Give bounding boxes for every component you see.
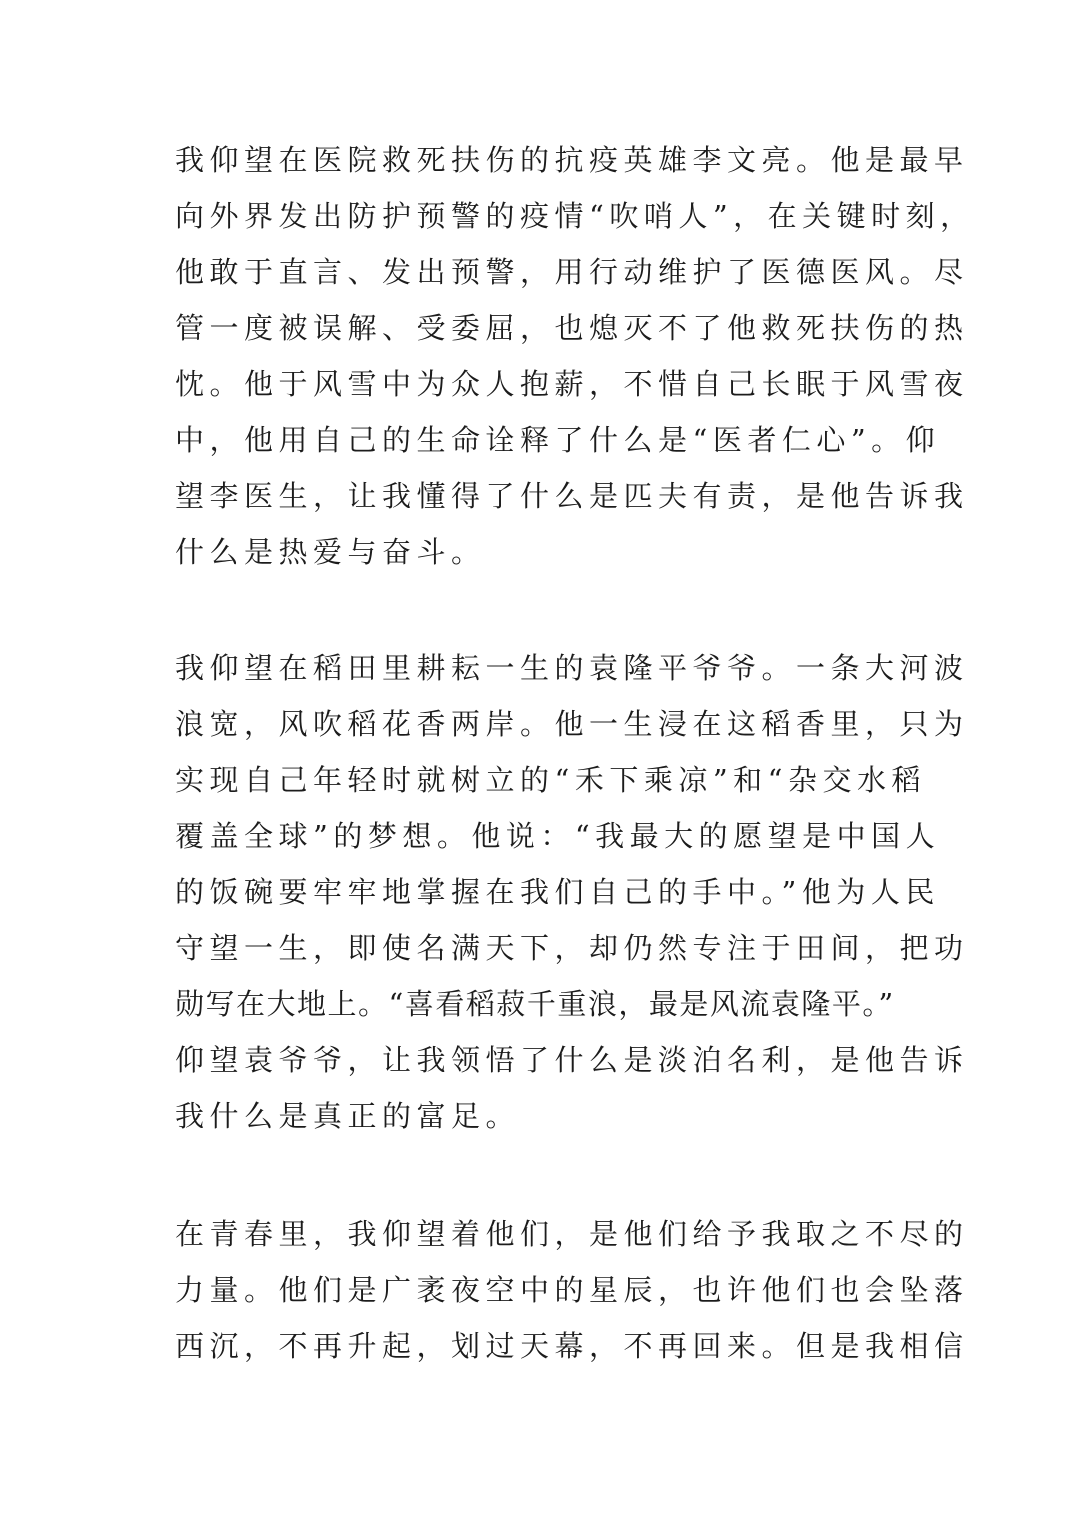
text-line: 我什么是真正的富足。	[175, 1099, 521, 1133]
text-line: 忱。他于风雪中为众人抱薪，不惜自己长眠于风雪夜	[175, 367, 969, 401]
text-line: 力量。他们是广袤夜空中的星辰，也许他们也会坠落	[175, 1273, 969, 1307]
text-line: 西沉，不再升起，划过天幕，不再回来。但是我相信	[175, 1329, 969, 1363]
text-line: 我仰望在医院救死扶伤的抗疫英雄李文亮。他是最早	[175, 143, 969, 177]
text-line: 中，他用自己的生命诠释了什么是“医者仁心”。仰	[175, 423, 941, 457]
text-line: 仰望袁爷爷，让我领悟了什么是淡泊名利，是他告诉	[175, 1043, 969, 1077]
text-line: 勋写在大地上。“喜看稻菽千重浪，最是风流袁隆平。”	[175, 987, 895, 1021]
text-line: 什么是热爱与奋斗。	[175, 535, 486, 569]
text-line: 实现自己年轻时就树立的“禾下乘凉”和“杂交水稻	[175, 763, 926, 797]
text-line: 覆盖全球”的梦想。他说：“我最大的愿望是中国人	[175, 819, 941, 853]
text-line: 向外界发出防护预警的疫情“吹哨人”，在关键时刻，	[175, 199, 975, 233]
paragraph-li-wenliang	[175, 132, 975, 580]
paragraph-youth	[175, 1206, 969, 1374]
text-line: 望李医生，让我懂得了什么是匹夫有责，是他告诉我	[175, 479, 969, 513]
text-line: 管一度被误解、受委屈，也熄灭不了他救死扶伤的热	[175, 311, 969, 345]
text-line: 他敢于直言、发出预警，用行动维护了医德医风。尽	[175, 255, 969, 289]
text-line: 守望一生，即使名满天下，却仍然专注于田间，把功	[175, 931, 969, 965]
text-line: 在青春里，我仰望着他们，是他们给予我取之不尽的	[175, 1217, 969, 1251]
text-line: 我仰望在稻田里耕耘一生的袁隆平爷爷。一条大河波	[175, 651, 969, 685]
text-line: 浪宽，风吹稻花香两岸。他一生浸在这稻香里，只为	[175, 707, 969, 741]
text-line: 的饭碗要牢牢地掌握在我们自己的手中。”他为人民	[175, 875, 940, 909]
paragraph-yuan-longping	[175, 640, 969, 1144]
